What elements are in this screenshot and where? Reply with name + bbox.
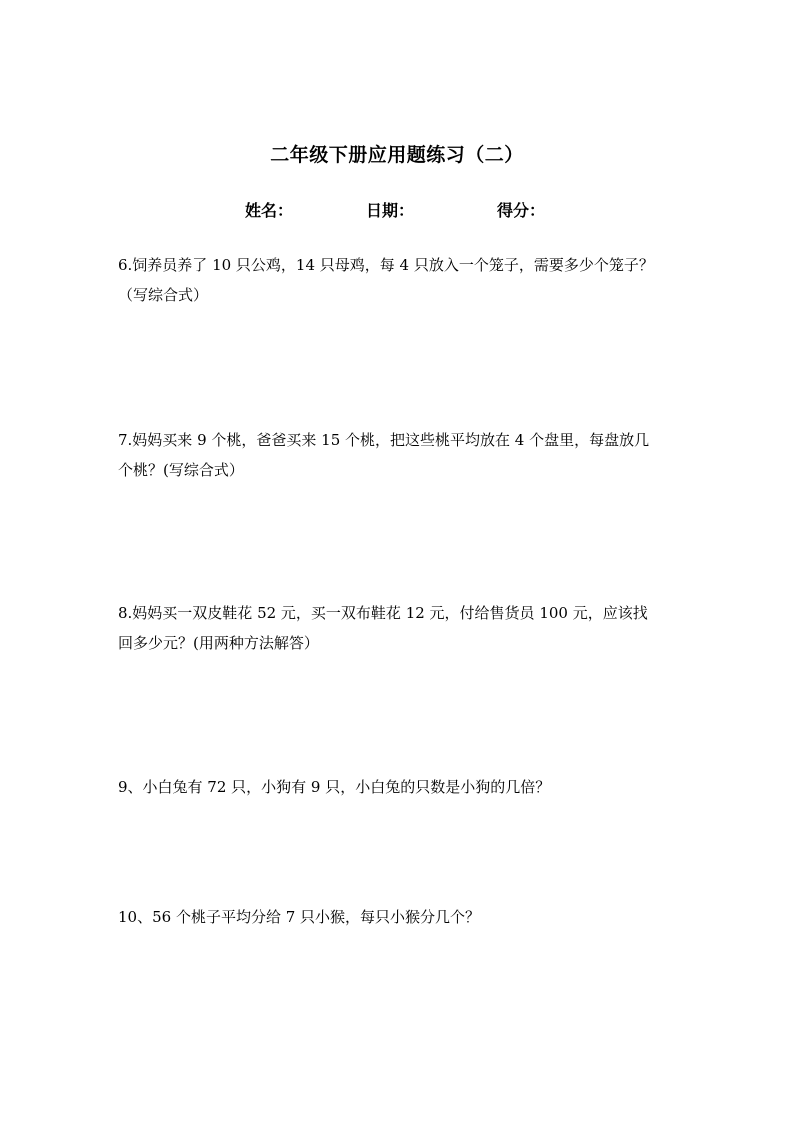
question-9 [118, 772, 688, 802]
question-6 [118, 250, 688, 310]
question-8 [118, 598, 688, 658]
question-7-line-2: 个桃？(写综合式） [118, 461, 244, 479]
question-10-line-1: 10、56 个桃子平均分给 7 只小猴，每只小猴分几个？ [118, 908, 481, 926]
question-10 [118, 902, 688, 932]
date-label: 日期： [366, 201, 415, 220]
question-7-line-1: 7.妈妈买来 9 个桃，爸爸买来 15 个桃，把这些桃平均放在 4 个盘里，每盘放几 [118, 431, 650, 449]
name-label: 姓名： [245, 201, 294, 220]
question-8-line-1: 8.妈妈买一双皮鞋花 52 元，买一双布鞋花 12 元，付给售货员 100 元，应该找 [118, 604, 648, 622]
question-6-line-2: （写综合式） [118, 286, 209, 304]
question-6-line-1: 6.饲养员养了 10 只公鸡，14 只母鸡，每 4 只放入一个笼子，需要多少个笼子？ [118, 256, 654, 274]
page-title: 二年级下册应用题练习（二） [270, 144, 524, 166]
student-info-row [0, 199, 794, 223]
question-7 [118, 425, 688, 485]
score-label: 得分： [497, 201, 546, 220]
question-8-line-2: 回多少元？(用两种方法解答） [118, 634, 319, 652]
question-9-line-1: 9、小白兔有 72 只，小狗有 9 只，小白兔的只数是小狗的几倍？ [118, 778, 551, 796]
